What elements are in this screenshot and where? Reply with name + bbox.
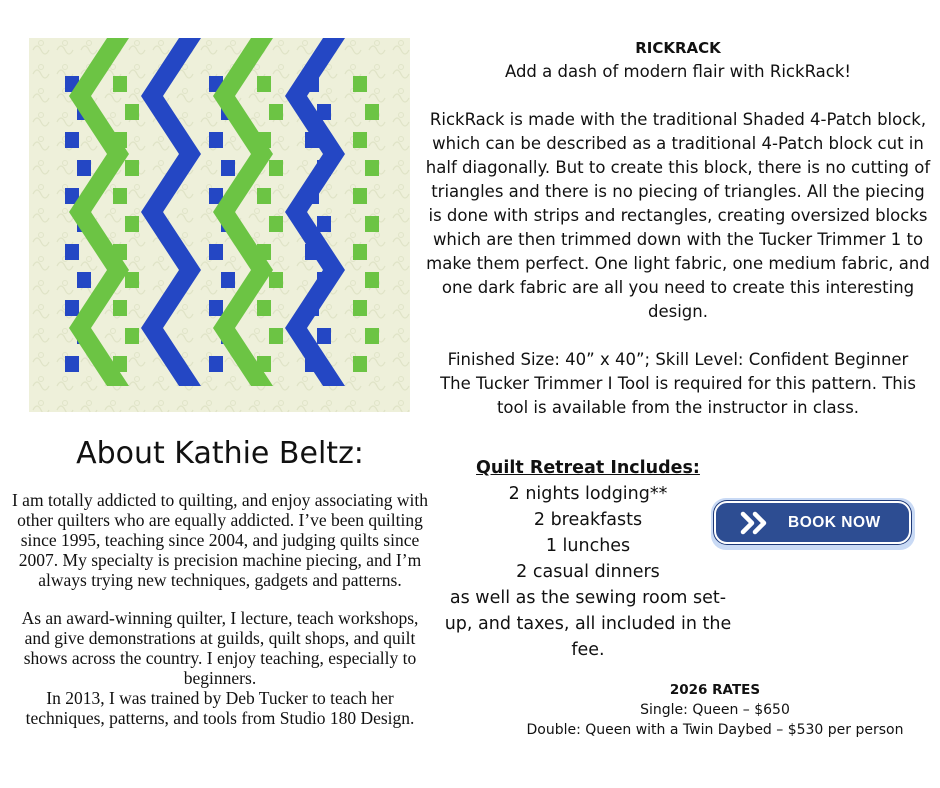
retreat-item: 1 lunches [545,536,631,556]
quilt-square [257,188,271,204]
quilt-square [125,328,139,344]
about-bio [10,490,430,728]
quilt-square [353,244,367,260]
quilt-square [269,328,283,344]
quilt-square [77,272,91,288]
quilt-square [125,104,139,120]
rate-single: Single: Queen – $650 [640,702,790,718]
quilt-square [269,160,283,176]
quilt-square [365,272,379,288]
quilt-square [209,300,223,316]
quilt-square [125,160,139,176]
quilt-square [353,356,367,372]
quilt-square [353,132,367,148]
quilt-square [65,300,79,316]
quilt-square [125,216,139,232]
quilt-square [77,160,91,176]
quilt-square [269,216,283,232]
tool-requirement: The Tucker Trimmer I Tool is required for this pattern. This tool is available from the instructor in class. [440,374,916,417]
pattern-description-block [424,36,932,420]
quilt-image [29,38,410,412]
pattern-tagline: Add a dash of modern flair with RickRack! [504,62,852,81]
rate-double: Double: Queen with a Twin Daybed – $530 per person [526,722,904,738]
quilt-square [113,76,127,92]
quilt-square [269,272,283,288]
quilt-square [317,328,331,344]
quilt-square [317,216,331,232]
quilt-square [257,76,271,92]
quilt-square [353,300,367,316]
retreat-item: 2 nights lodging** [508,484,668,504]
quilt-square [365,104,379,120]
quilt-square [209,132,223,148]
rates-heading: 2026 RATES [669,682,761,698]
quilt-square [221,272,235,288]
quilt-square [113,300,127,316]
quilt-square [365,160,379,176]
quilt-square [353,188,367,204]
retreat-heading: Quilt Retreat Includes: [476,458,700,478]
quilt-square [65,132,79,148]
rates-block [510,680,920,740]
retreat-item: 2 casual dinners [516,562,660,582]
quilt-square [65,244,79,260]
quilt-square [65,356,79,372]
quilt-square [257,300,271,316]
bio-paragraph-3: In 2013, I was trained by Deb Tucker to teach her techniques, patterns, and tools from Studio 180 Design. [25,688,415,728]
retreat-includes [440,455,736,663]
bio-paragraph-1: I am totally addicted to quilting, and enjoy associating with other quilters who are equally addicted. I’ve been quilting since 1995, teaching since 2004, and judging quilts since 2007. My specialty is precision machine piecing, and I’m always trying new techniques, gadgets and patterns. [11,490,429,590]
pattern-description: RickRack is made with the traditional Shaded 4-Patch block, which can be described as a traditional 4-Patch block cut in half diagonally. But to create this block, there is no cutting of triangles and there is no piecing of triangles. All the piecing is done with strips and rectangles, creating oversized blocks which are then trimmed down with the Tucker Trimmer 1 to make them perfect. One light fabric, one medium fabric, and one dark fabric are all you need to create this interesting design. [425,110,931,321]
retreat-item: 2 breakfasts [533,510,643,530]
about-heading: About Kathie Beltz: [76,436,364,471]
quilt-square [353,76,367,92]
quilt-square [209,244,223,260]
quilt-square [269,104,283,120]
pattern-title: RICKRACK [635,39,721,57]
retreat-item: as well as the sewing room set-up, and taxes, all included in the fee. [444,588,732,660]
quilt-square [113,188,127,204]
quilt-square [221,160,235,176]
quilt-square [365,216,379,232]
quilt-square [365,328,379,344]
bio-paragraph-2: As an award-winning quilter, I lecture, teach workshops, and give demonstrations at guilds, quilt shops, and quilt shows across the country. I enjoy teaching, especially to beginners. [21,608,419,688]
book-now-label: BOOK NOW [788,513,881,531]
quilt-square [209,356,223,372]
quilt-square [125,272,139,288]
double-chevron-right-icon [740,511,772,535]
book-now-button[interactable] [711,498,915,550]
finished-size: Finished Size: 40” x 40”; Skill Level: Confident Beginner [447,350,909,369]
